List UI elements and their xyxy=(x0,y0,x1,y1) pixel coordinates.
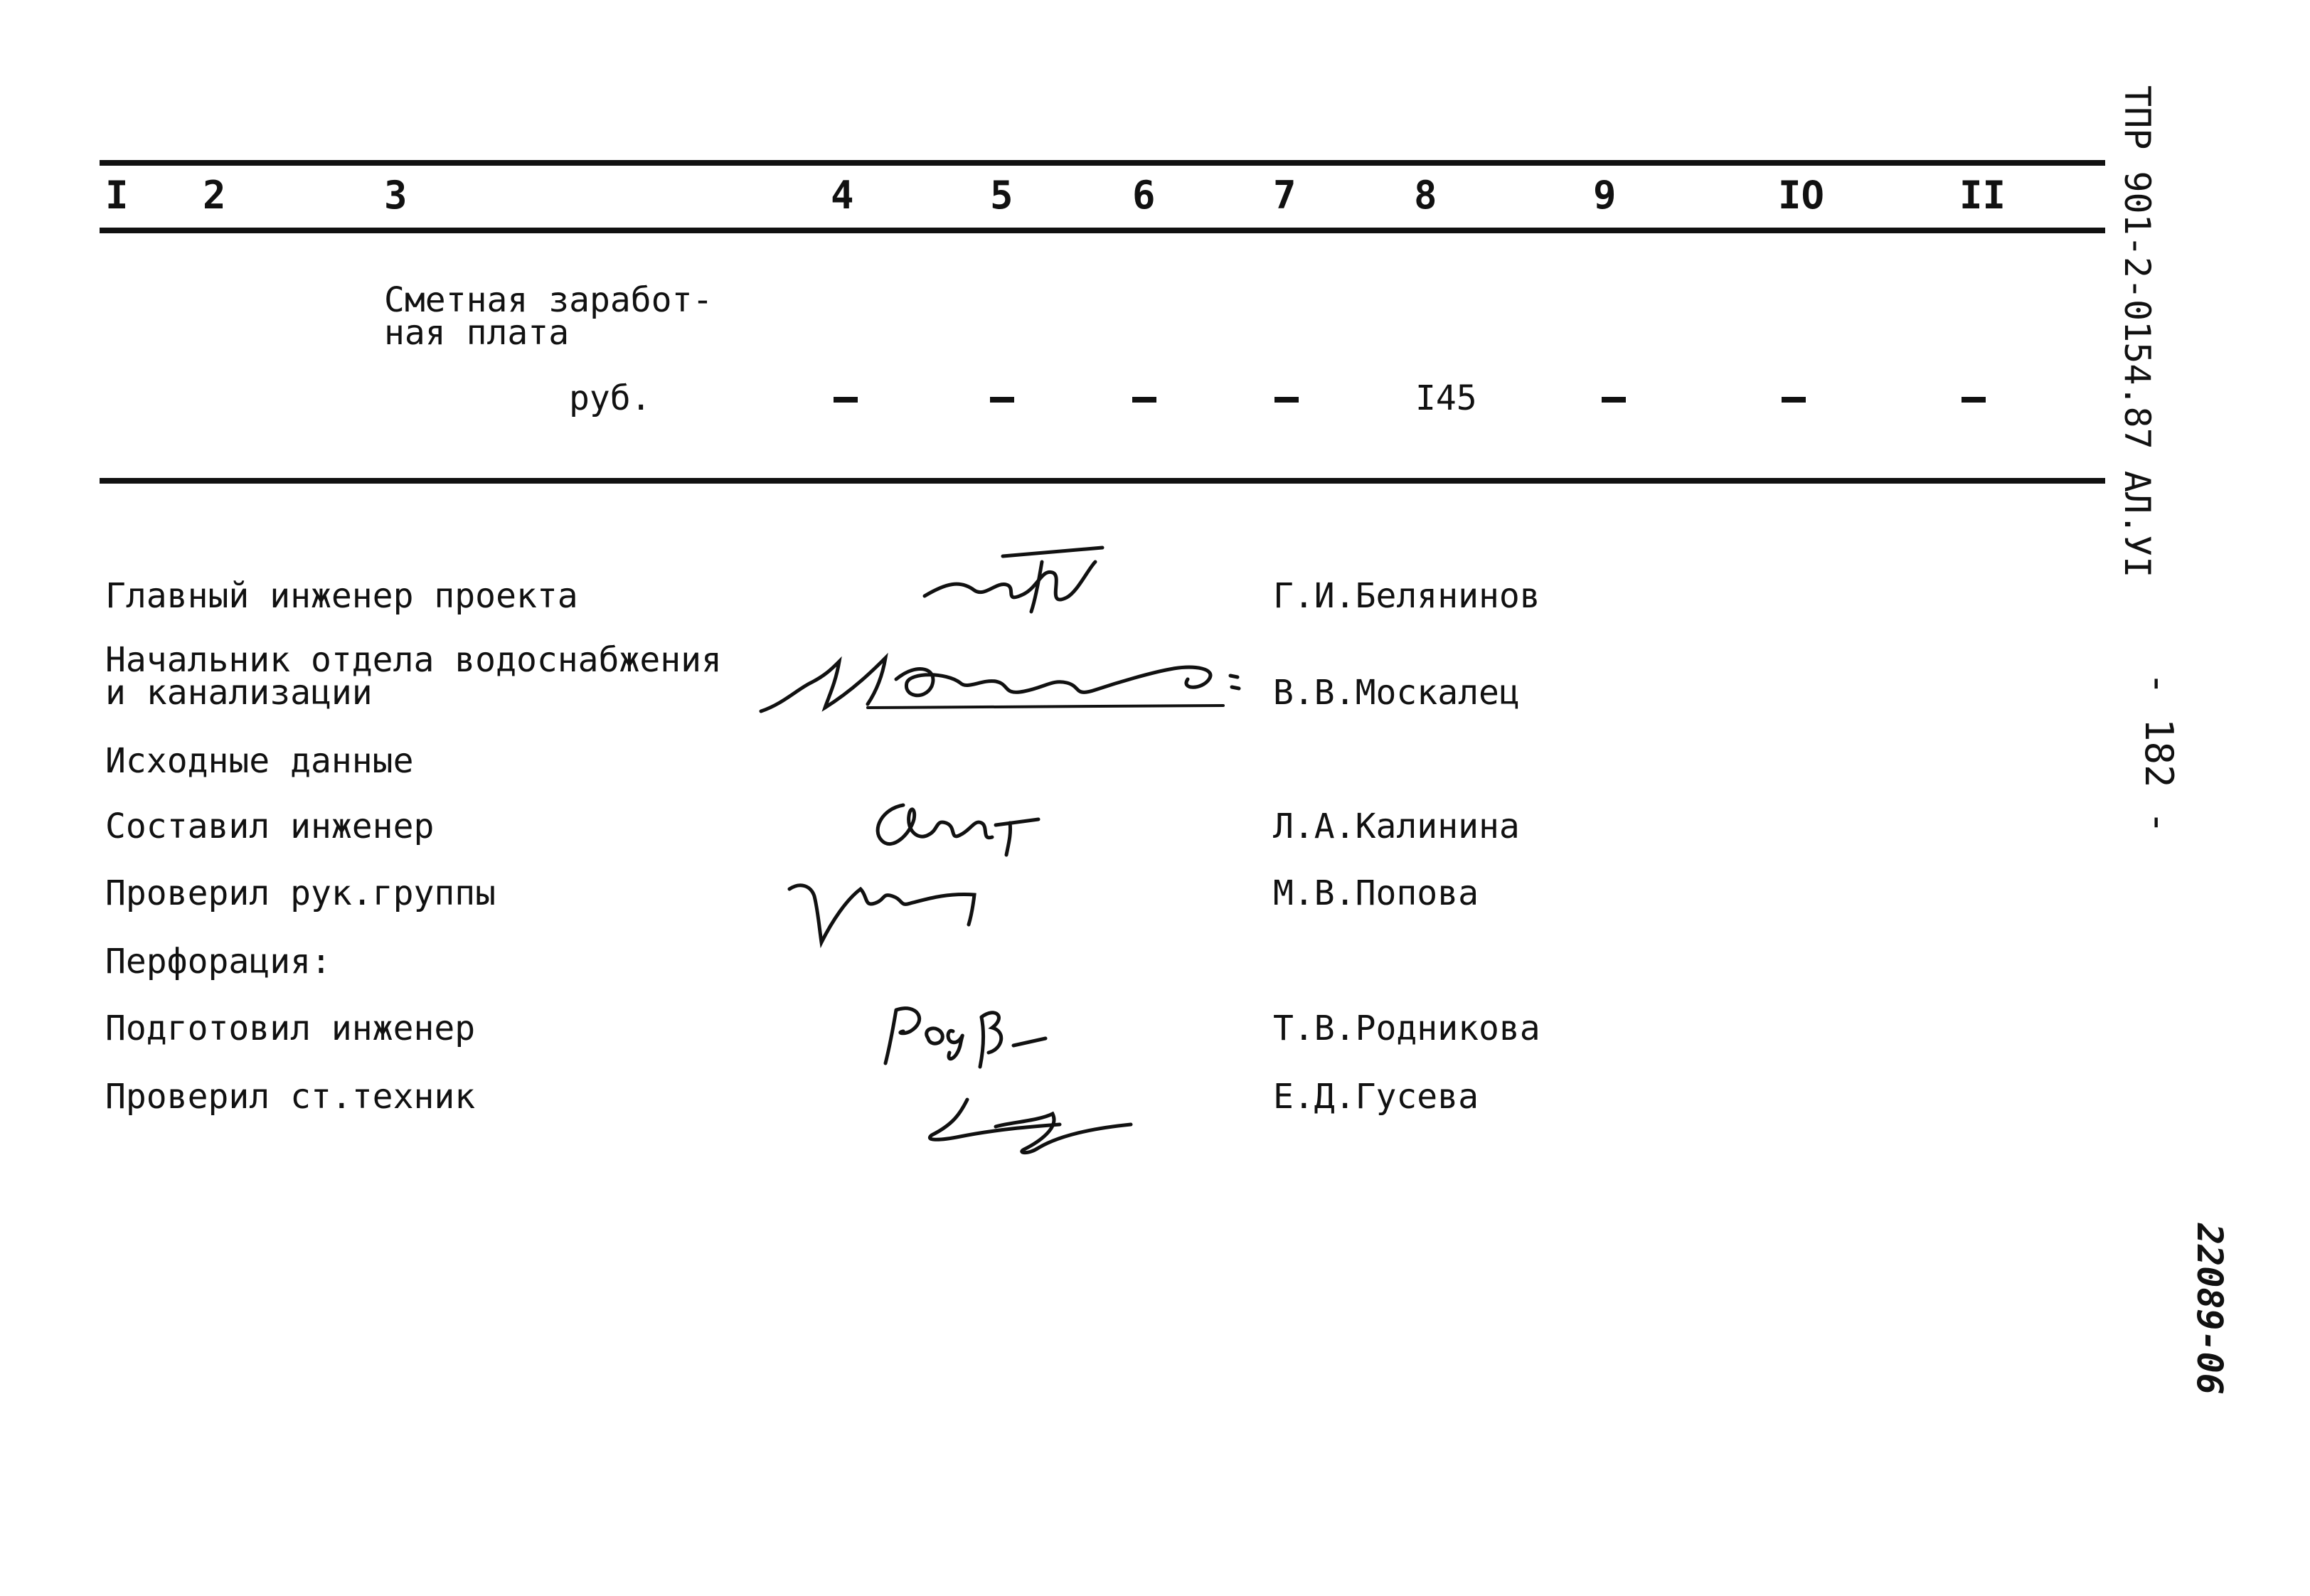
col-num-9: 9 xyxy=(1593,173,1617,218)
row-unit: руб. xyxy=(569,378,651,418)
archive-number-vertical: 22089-06 xyxy=(2189,1223,2230,1395)
cell-col4-dash xyxy=(834,397,858,403)
signature-checked-group xyxy=(782,868,996,953)
col-num-10: IO xyxy=(1778,173,1825,218)
col-num-2: 2 xyxy=(203,173,226,218)
name-compiled-by: Л.А.Калинина xyxy=(1273,807,1520,846)
cell-col6-dash xyxy=(1132,397,1156,403)
signature-checked-technician xyxy=(917,1092,1145,1164)
col-num-11: II xyxy=(1959,173,2006,218)
role-compiled-by: Составил инженер xyxy=(105,807,435,846)
role-dept-head-line1: Начальник отдела водоснабжения xyxy=(105,640,722,680)
name-chief-engineer: Г.И.Белянинов xyxy=(1273,576,1540,616)
cell-col7-dash xyxy=(1274,397,1299,403)
cell-col10-dash xyxy=(1782,397,1806,403)
page-number-vertical: - 182 - xyxy=(2136,672,2181,834)
signature-chief-engineer xyxy=(917,541,1124,619)
col-num-8: 8 xyxy=(1414,173,1437,218)
role-dept-head-line2: и канализации xyxy=(105,673,373,713)
col-num-5: 5 xyxy=(990,173,1013,218)
name-prepared-by: Т.В.Родникова xyxy=(1273,1009,1540,1048)
name-checked-technician: Е.Д.Гусева xyxy=(1273,1077,1479,1117)
doc-code-vertical: ТПР 901-2-0154.87 АЛ.УI xyxy=(2117,85,2158,578)
table-top-rule xyxy=(100,160,2105,166)
cell-col8-value: I45 xyxy=(1415,378,1477,418)
cell-col5-dash xyxy=(990,397,1014,403)
role-checked-group: Проверил рук.группы xyxy=(105,873,496,913)
row-label-line1: Сметная заработ- xyxy=(384,280,713,320)
col-num-7: 7 xyxy=(1273,173,1297,218)
signature-compiled-by xyxy=(861,791,1045,862)
row-label-line2: ная плата xyxy=(384,313,570,353)
cell-col9-dash xyxy=(1602,397,1626,403)
name-checked-group: М.В.Попова xyxy=(1273,873,1479,913)
col-num-3: 3 xyxy=(384,173,408,218)
name-dept-head: В.В.Москалец xyxy=(1273,673,1520,713)
cell-col11-dash xyxy=(1962,397,1986,403)
role-chief-engineer: Главный инженер проекта xyxy=(105,576,578,616)
table-bottom-rule xyxy=(100,478,2105,484)
section-perforation: Перфорация: xyxy=(105,942,331,981)
table-header-rule xyxy=(100,228,2105,233)
col-num-6: 6 xyxy=(1132,173,1156,218)
col-num-4: 4 xyxy=(831,173,854,218)
signature-dept-head xyxy=(754,640,1252,725)
col-num-1: I xyxy=(105,173,129,218)
signature-prepared-by xyxy=(875,996,1067,1074)
role-checked-technician: Проверил ст.техник xyxy=(105,1077,476,1117)
section-initial-data: Исходные данные xyxy=(105,741,414,781)
role-prepared-by: Подготовил инженер xyxy=(105,1009,476,1048)
